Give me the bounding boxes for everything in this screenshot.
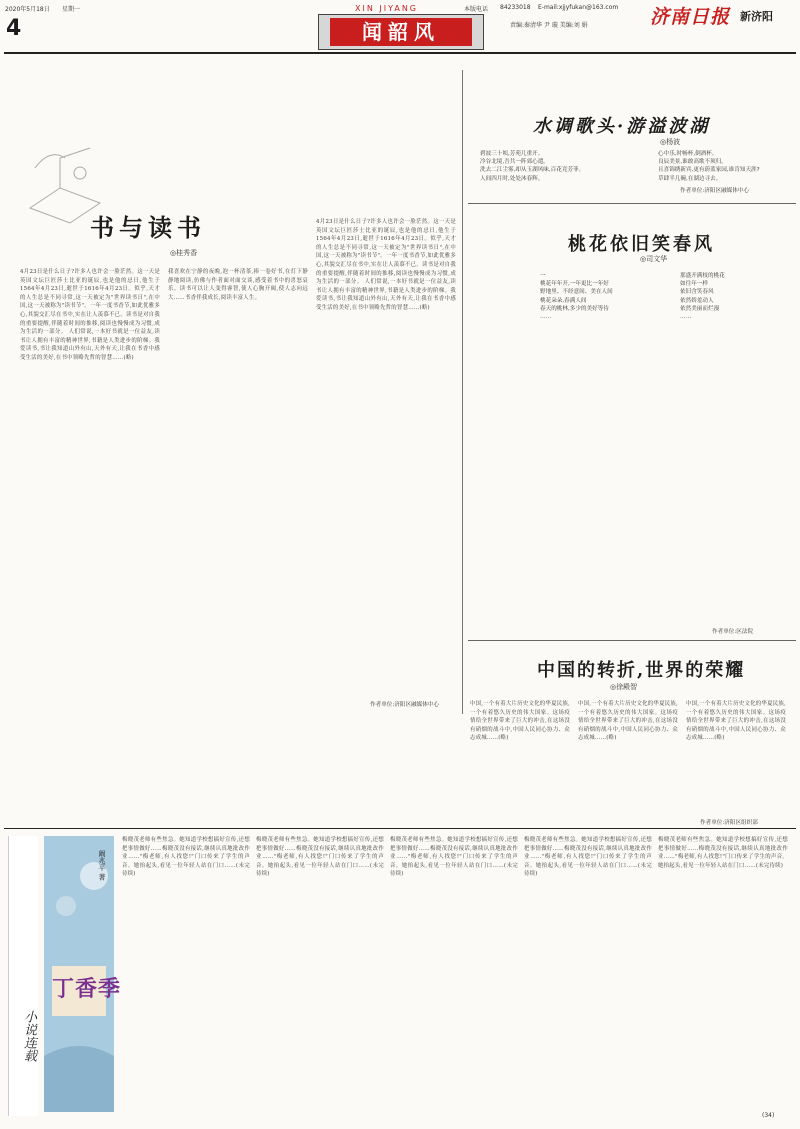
hotline-label: 本版电话 bbox=[464, 6, 489, 13]
peach-poem-author-note: 作者单位:区法院 bbox=[712, 629, 754, 635]
china-title: 中国的转折,世界的荣耀 bbox=[537, 660, 746, 681]
email: E-mail:xjjyfukan@163.com bbox=[538, 4, 619, 11]
issue-date: 2020年5月18日 bbox=[5, 6, 50, 13]
hotline: 84233018 bbox=[500, 4, 531, 11]
peach-poem-col1: 一 桃花年年开,一年更比一年好 野地里、不经意间、美在人间 桃花朵朵,春满人间 春天的桃林,多少的美好等待 …… bbox=[540, 273, 613, 321]
peach-poem-author: ◎司文华 bbox=[640, 255, 668, 263]
book-body-col2: 我喜欢在宁静的夜晚,泡一杯清茶,捧一卷好书,在灯下静静地阅读,仿佛与作者面对面交谈,感受着书中的喜怒哀乐。读书可以让人变得睿智,使人心胸开阔,使人志向远大……书香伴我成长,阅读丰富人生。 bbox=[168, 269, 308, 301]
china-author-note: 作者单位:济阳区组织部 bbox=[700, 820, 758, 826]
china-body-col1: 中国,一个有着大片历史文化的华夏民族,一个有着悠久历史的伟大国家。这场疫情给全世界带来了巨大的冲击,在这场没有硝烟的战斗中,中国人民同心协力、众志成城……(略) bbox=[470, 701, 570, 742]
serial-body-col4: 梅晓茂老师有些焦急。她知道学校想搞好宣传,还想把事情做好……梅晓茂没有接话,继续认真地批改作业……"梅老师,有人找您!"门口传来了学生的声音。她抬起头,看见一位年轻人站在门口……(未完待续) bbox=[524, 837, 652, 878]
book-body-col1: 4月23日是什么日子?许多人也许会一脸茫然。这一天是英国文坛巨匠莎士比亚的诞辰,也是他的忌日,他生于1564年4月23日,逝世于1616年4月23日。似乎,天才的人生总是不同寻常,这一天被定为"世界读书日",在中国,这一天被称为"读书节"。一年一度书香节,如此优雅多心,其貌交汇尽在书中,实在让人羡慕不已。读书是对自我的重要提醒,伴随着时间的推移,阅读也慢慢成为习惯,成为生活的一部分。 人们常说,一本好书就是一位益友,读书让人拥有丰富的精神世界,书籍是人类进步的阶梯。我爱读书,书让我知道山外有山,天外有天,让我在书香中感受生活的美好,在书中领略先哲的智慧……(略) bbox=[20, 269, 160, 361]
china-author: ◎徐殿智 bbox=[610, 683, 638, 691]
water-poem-lines-a: 碧波三十顷,芳苑几重开。 冷谷北境,吾共一阵郊心遣。 洗去二江尘雾,却从玉湖风味,百花竞芳菲。 人间四月时,处处沐春辉。 bbox=[480, 151, 585, 182]
divider-peach bbox=[468, 640, 796, 641]
book-illustration bbox=[20, 128, 110, 238]
book-body-col3: 4月23日是什么日子?许多人也许会一脸茫然。这一天是英国文坛巨匠莎士比亚的诞辰,也是他的忌日,他生于1564年4月23日,逝世于1616年4月23日。似乎,天才的人生总是不同寻常,这一天被定为"世界读书日",在中国,这一天被称为"读书节"。一年一度书香节,如此优雅多心,其貌交汇尽在书中,实在让人羡慕不已。读书是对自我的重要提醒,伴随着时间的推移,阅读也慢慢成为习惯,成为生活的一部分。 人们常说,一本好书就是一位益友,读书让人拥有丰富的精神世界,书籍是人类进步的阶梯。我爱读书,书让我知道山外有山,天外有天,让我在书香中感受生活的美好,在书中领略先哲的智慧……(略) bbox=[316, 219, 456, 311]
serial-body-col5: 梅晓茂老师有些焦急。她知道学校想搞好宣传,还想把事情做好……梅晓茂没有接话,继续认真地批改作业……"梅老师,有人找您!"门口传来了学生的声音。她抬起头,看见一位年轻人站在门口……(未完待续) bbox=[658, 837, 788, 869]
water-poem-lines-b: 心中乐,时畅杯,倒酒杯。 良辰美景,谁敢高歌不须归。 且喜锦绣新宾,更有蔚蓝家园,谁肯知天涯? 草肆半几碗,在湖边寻去。 bbox=[658, 151, 760, 182]
serial-title: 丁香季 bbox=[52, 976, 122, 1002]
header-rule bbox=[4, 52, 796, 54]
edition-name: 新济阳 bbox=[740, 10, 773, 23]
divider-serial bbox=[4, 828, 796, 829]
peach-poem-title: 桃花依旧笑春风 bbox=[568, 234, 715, 255]
book-author: ◎桂秀香 bbox=[170, 249, 198, 257]
serial-body-col1: 梅晓茂老师有些焦急。她知道学校想搞好宣传,还想把事情做好……梅晓茂没有接话,继续认真地批改作业……"梅老师,有人找您!"门口传来了学生的声音。她抬起头,看见一位年轻人站在门口……(未完待续) bbox=[122, 837, 250, 878]
editor-line: 责编:秦清华 尹 璇 美编:刘 娟 bbox=[510, 22, 588, 29]
china-body-col2: 中国,一个有着大片历史文化的华夏民族,一个有着悠久历史的伟大国家。这场疫情给全世界带来了巨大的冲击,在这场没有硝烟的战斗中,中国人民同心协力、众志成城……(略) bbox=[578, 701, 678, 742]
serial-series-label: 小说连载 bbox=[21, 1010, 36, 1062]
divider-left bbox=[462, 70, 463, 714]
water-poem-title: 水调歌头·游溢波湖 bbox=[533, 116, 711, 137]
serial-issue-number: (34) bbox=[762, 1112, 775, 1119]
serial-body-col2: 梅晓茂老师有些焦急。她知道学校想搞好宣传,还想把事情做好……梅晓茂没有接话,继续认真地批改作业……"梅老师,有人找您!"门口传来了学生的声音。她抬起头,看见一位年轻人站在门口……(未完待续) bbox=[256, 837, 384, 878]
divider-water bbox=[468, 203, 796, 204]
water-poem-author: ◎杨波 bbox=[660, 138, 681, 146]
book-title: 书与读书 bbox=[90, 213, 206, 242]
peach-poem-col2: 那盛开满枝的桃花 如往年一样 依旧含笑春风 依然娇羞动人 依然美丽而烂漫 …… bbox=[680, 273, 725, 321]
book-author-note: 作者单位:济阳区融媒体中心 bbox=[370, 702, 440, 708]
column-banner: 闻韶风 bbox=[330, 18, 472, 46]
page-number: 4 bbox=[6, 16, 22, 41]
serial-author: 阚兆平 著 bbox=[98, 850, 106, 881]
serial-body-col3: 梅晓茂老师有些焦急。她知道学校想搞好宣传,还想把事情做好……梅晓茂没有接话,继续认真地批改作业……"梅老师,有人找您!"门口传来了学生的声音。她抬起头,看见一位年轻人站在门口……(未完待续) bbox=[390, 837, 518, 878]
section-pinyin: XIN JIYANG bbox=[355, 4, 419, 13]
serial-banner bbox=[8, 836, 38, 1116]
water-poem-author-note: 作者单位:济阳区融媒体中心 bbox=[680, 188, 750, 194]
paper-name: 济南日报 bbox=[650, 6, 731, 28]
issue-weekday: 星期一 bbox=[62, 6, 81, 13]
china-body-col3: 中国,一个有着大片历史文化的华夏民族,一个有着悠久历史的伟大国家。这场疫情给全世界带来了巨大的冲击,在这场没有硝烟的战斗中,中国人民同心协力、众志成城……(略) bbox=[686, 701, 786, 742]
